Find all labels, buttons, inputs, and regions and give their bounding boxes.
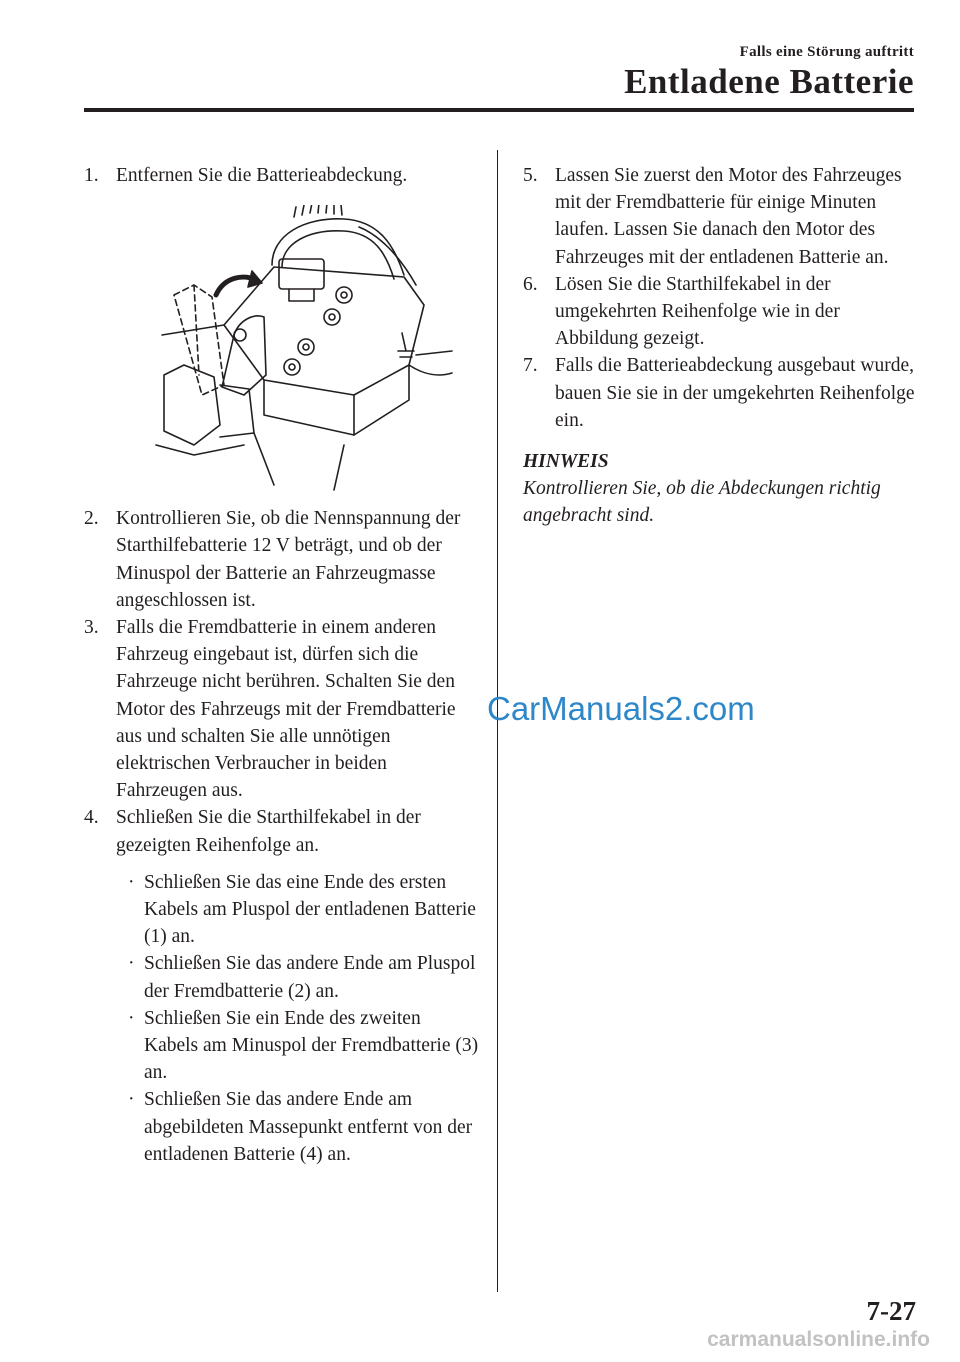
bullet-dot-icon: · xyxy=(128,1007,135,1029)
sub-step-text: Schließen Sie das andere Ende am Pluspol der Fremdbatterie (2) an. xyxy=(144,953,476,1002)
sub-step-text: Schließen Sie das andere Ende am abgebildeten Massepunkt entfernt von der entladenen Batterie (4) an. xyxy=(144,1089,473,1165)
sub-step-4 xyxy=(84,1086,479,1168)
step-4 xyxy=(84,804,479,858)
step-text: Schließen Sie die Starthilfekabel in der gezeigten Reihenfolge an. xyxy=(116,807,421,856)
header-rule xyxy=(84,108,914,112)
step-3 xyxy=(84,614,479,804)
step-5 xyxy=(523,162,923,271)
step-text: Kontrollieren Sie, ob die Nennspannung der Starthilfebatterie 12 V beträgt, und ob der Minuspol der Batterie an Fahrzeugmasse angeschlossen ist. xyxy=(116,508,461,611)
bullet-dot-icon: · xyxy=(128,953,135,975)
step-number: 2. xyxy=(84,508,99,530)
sub-step-2 xyxy=(84,950,479,1004)
step-number: 6. xyxy=(523,273,538,295)
site-watermark: CarManuals2.com xyxy=(487,690,755,727)
sub-step-1 xyxy=(84,869,479,951)
header-section: Falls eine Störung auftritt xyxy=(739,44,914,60)
step-text: Falls die Batterieabdeckung ausgebaut wurde, bauen Sie sie in der umgekehrten Reihenfolge ein. xyxy=(555,355,915,431)
page-title: Entladene Batterie xyxy=(624,62,914,101)
step-2 xyxy=(84,505,479,614)
battery-cover-removal-illustration xyxy=(154,205,454,495)
footer-watermark: carmanualsonline.info xyxy=(707,1328,930,1351)
bullet-dot-icon: · xyxy=(128,871,135,893)
step-text: Lösen Sie die Starthilfekabel in der umgekehrten Reihenfolge wie in der Abbildung gezeigt. xyxy=(555,273,840,350)
step-number: 5. xyxy=(523,165,538,186)
step-text: Lassen Sie zuerst den Motor des Fahrzeuges mit der Fremdbatterie für einige Minuten laufen. Lassen Sie danach den Motor des Fahrzeuges mit der entladenen Batterie an. xyxy=(555,165,902,268)
step-number: 7. xyxy=(523,355,538,377)
note-heading: HINWEIS xyxy=(523,451,609,473)
step-number: 4. xyxy=(84,807,99,829)
step-number: 3. xyxy=(84,617,99,639)
sub-step-3 xyxy=(84,1005,479,1087)
step-text: Falls die Fremdbatterie in einem anderen Fahrzeug eingebaut ist, dürfen sich die Fahrzeuge nicht berühren. Schalten Sie den Motor des Fahrzeugs mit der Fremdbatterie aus und schalten Sie alle unnötigen elektrischen Verbraucher in beiden Fahrzeugen aus. xyxy=(116,617,456,802)
step-1 xyxy=(84,162,479,189)
step-7 xyxy=(523,352,923,434)
note-text: Kontrollieren Sie, ob die Abdeckungen richtig angebracht sind. xyxy=(523,478,881,527)
sub-step-text: Schließen Sie das eine Ende des ersten Kabels am Pluspol der entladenen Batterie (1) an. xyxy=(144,871,476,948)
right-column xyxy=(523,162,923,530)
step-6 xyxy=(523,271,923,353)
step-number: 1. xyxy=(84,165,99,186)
step-text: Entfernen Sie die Batterieabdeckung. xyxy=(116,165,408,186)
left-column xyxy=(84,162,479,1168)
sub-step-text: Schließen Sie ein Ende des zweiten Kabels am Minuspol der Fremdbatterie (3) an. xyxy=(144,1007,479,1084)
page-number: 7-27 xyxy=(866,1296,916,1326)
bullet-dot-icon: · xyxy=(128,1089,135,1111)
